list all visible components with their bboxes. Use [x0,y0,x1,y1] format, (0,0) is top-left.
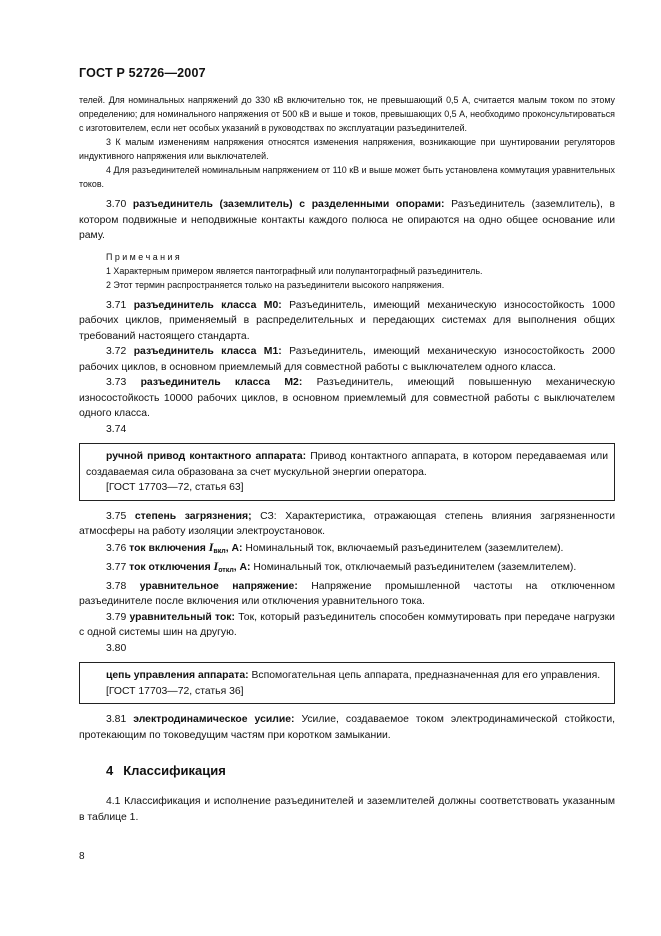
term-name: цепь управления аппарата: [106,670,249,681]
note-3: 3 К малым изменениям напряжения относятся изменения напряжения, возникающие при шунтировании регуляторов индуктивного напряжения или выключателей. [79,137,615,161]
term-name: электродинамическое усилие: [133,714,295,725]
quoted-definition [86,668,608,684]
current-symbol: I [213,559,219,573]
term-name: ток отключения [129,562,214,573]
term-definition: Разъединитель, имеющий механическую износостойкость 1000 рабочих циклов, применяемый в распределительных и передающих системах для выполнения общих требований настоящего стандарта. [79,299,615,342]
term-definition: Напряжение промышленной частоты на отключенном разъединителе после включения или отключения уравнительного тока. [79,580,615,607]
term-number: 3.74 [106,423,127,435]
current-subscript: вкл [213,547,226,555]
unit-label: , А: [233,562,251,573]
term-number: 3.72 [106,346,127,357]
term-3-71 [79,298,615,345]
notes-heading: П р и м е ч а н и я [106,251,180,262]
term-definition: Разъединитель, имеющий повышенную механическую износостойкость 10000 рабочих циклов, в основном приемлемый для совместной работы с выключателем одного класса. [79,377,615,419]
term-name: уравнительный ток: [129,611,235,623]
term-number: 3.77 [106,562,127,573]
term-number: 3.73 [106,377,127,388]
note-4: 4 Для разъединителей номинальным напряжением от 110 кВ и выше может быть установлена коммутация уравнительных токов. [79,165,615,189]
section-number: 4 [106,763,114,778]
page-body [79,93,615,825]
term-definition: Номинальный ток, отключаемый разъединителем (заземлителем). [250,562,577,573]
term-definition: Усилие, создаваемое током электродинамической стойкости, протекающим по токоведущим частям при коротком замыкании. [79,714,616,741]
quoted-definition [86,449,608,480]
note-2: 2 Этот термин распространяется только на разъединители высокого напряжения. [106,279,445,290]
term-definition: Привод контактного аппарата, в котором передаваемая или создаваемая сила образована за счет мускульной энергии оператора. [86,451,608,478]
source-reference: [ГОСТ 17703—72, статья 63] [106,482,244,493]
term-name: ручной привод контактного аппарата: [106,451,307,462]
term-3-76 [79,540,615,560]
term-3-73 [79,375,615,422]
term-3-80 [79,641,615,657]
term-definition: Ток, который разъединитель способен коммутировать при передаче нагрузки с одной системы шин на другую. [79,611,615,638]
section-title: Классификация [123,763,226,778]
term-3-79 [79,610,615,641]
term-name: разъединитель класса М0: [133,299,282,311]
term-number: 3.75 [106,510,127,522]
term-name: уравнительное напряжение: [139,580,298,592]
unit-label: , А: [225,542,243,554]
current-symbol: I [208,539,214,554]
source-reference: [ГОСТ 17703—72, статья 36] [106,685,244,697]
term-name: степень загрязнения; [134,510,252,522]
note-continuation: телей. Для номинальных напряжений до 330 кВ включительно ток, не превышающий 0,5 А, считается малым током по этому определению; для номинального напряжения от 500 кВ и выше и токов, превышающих 0,5 А, необходимо проконсультироваться с изготовителем, если нет особых указаний в руководствах по эксплуатации разъединителей. [79,95,615,133]
term-number: 3.71 [106,299,127,311]
term-3-72 [79,344,615,375]
term-definition: Вспомогательная цепь аппарата, предназначенная для его управления. [248,670,601,681]
document-header: ГОСТ Р 52726—2007 [79,66,206,80]
term-name: ток включения [129,542,209,554]
term-definition: Разъединитель (заземлитель), в котором подвижные и неподвижные контакты каждого полюса не опираются на одно общее основание или раму. [79,199,615,241]
section-heading [79,763,615,778]
term-3-77 [79,559,615,579]
term-definition: Разъединитель, имеющий механическую износостойкость 2000 рабочих циклов, в основном приемлемый для совместной работы с выключателем одного класса. [79,346,615,373]
standard-quote-box [79,443,615,501]
term-number: 3.70 [106,199,127,210]
term-definition: Номинальный ток, включаемый разъединителем (заземлителем). [242,542,564,554]
term-3-81 [79,712,615,743]
term-name: разъединитель класса М1: [133,346,282,357]
term-3-78 [79,579,615,610]
term-number: 3.81 [106,714,127,725]
term-name: разъединитель класса М2: [140,377,303,388]
page-number: 8 [79,851,85,862]
term-number: 3.80 [106,642,127,654]
term-definition: СЗ: Характеристика, отражающая степень влияния загрязненности атмосферы на работу изоляции электроустановок. [79,510,615,537]
clause-text: Классификация и исполнение разъединителей и заземлителей должны соответствовать указанным в таблице 1. [79,796,615,823]
term-3-75 [79,509,615,540]
term-name: разъединитель (заземлитель) с разделенными опорами: [132,199,445,210]
term-3-74 [79,422,615,438]
clause-number: 4.1 [106,796,121,807]
current-subscript: откл [218,567,234,574]
term-number: 3.78 [106,580,127,592]
term-number: 3.76 [106,542,127,554]
standard-quote-box [79,662,615,704]
term-3-70 [79,197,615,244]
term-number: 3.79 [106,611,127,623]
note-1: 1 Характерным примером является пантографный или полупантографный разъединитель. [106,265,483,276]
clause-4-1 [79,794,615,825]
